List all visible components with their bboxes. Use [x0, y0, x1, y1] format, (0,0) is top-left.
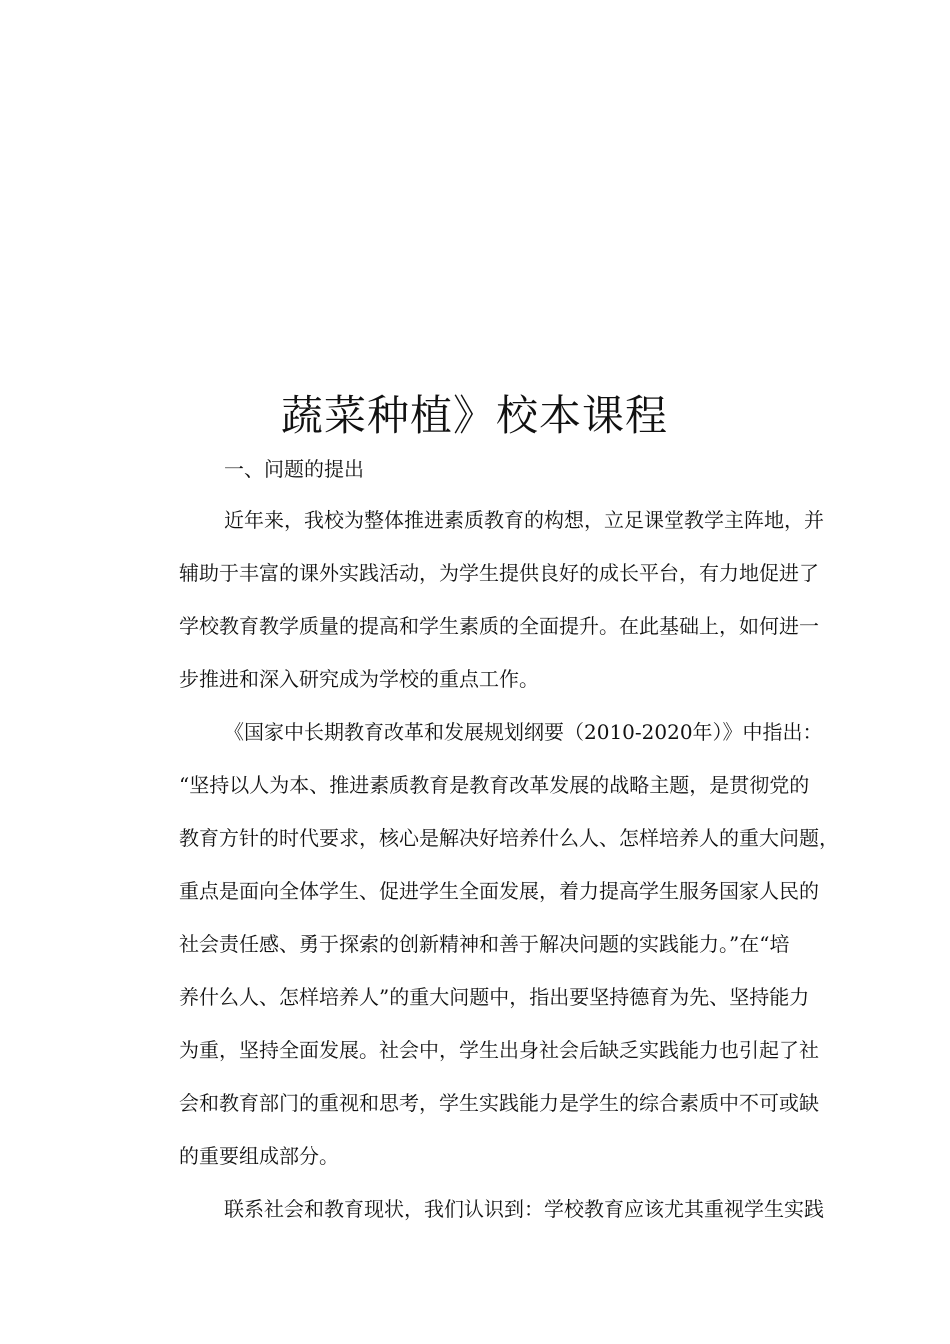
paragraph-line: 《国家中长期教育改革和发展规划纲要（2010-2020年）》中指出：: [224, 720, 823, 744]
paragraph-line: 养什么人、怎样培养人”的重大问题中，指出要坚持德育为先、坚持能力: [179, 985, 810, 1009]
paragraph-line: 步推进和深入研究成为学校的重点工作。: [179, 667, 539, 691]
paragraph-line: 学校教育教学质量的提高和学生素质的全面提升。在此基础上，如何进一: [179, 614, 819, 638]
paragraph-line: 社会责任感、勇于探索的创新精神和善于解决问题的实践能力。”在“培: [179, 932, 790, 956]
paragraph-line: 近年来，我校为整体推进素质教育的构想，立足课堂教学主阵地，并: [224, 508, 824, 532]
paragraph-line: 辅助于丰富的课外实践活动，为学生提供良好的成长平台，有力地促进了: [179, 561, 819, 585]
document-title: 蔬菜种植》校本课程: [281, 391, 669, 440]
paragraph-line: 教育方针的时代要求，核心是解决好培养什么人、怎样培养人的重大问题，: [179, 826, 839, 850]
paragraph-line: 联系社会和教育现状，我们认识到：学校教育应该尤其重视学生实践: [224, 1197, 824, 1221]
section-heading: 一、问题的提出: [224, 457, 364, 481]
paragraph-line: 的重要组成部分。: [179, 1144, 339, 1168]
paragraph-line: 为重，坚持全面发展。社会中，学生出身社会后缺乏实践能力也引起了社: [179, 1038, 819, 1062]
paragraph-line: 重点是面向全体学生、促进学生全面发展，着力提高学生服务国家人民的: [179, 879, 819, 903]
paragraph-line: “坚持以人为本、推进素质教育是教育改革发展的战略主题，是贯彻党的: [179, 773, 810, 797]
paragraph-line: 会和教育部门的重视和思考，学生实践能力是学生的综合素质中不可或缺: [179, 1091, 819, 1115]
